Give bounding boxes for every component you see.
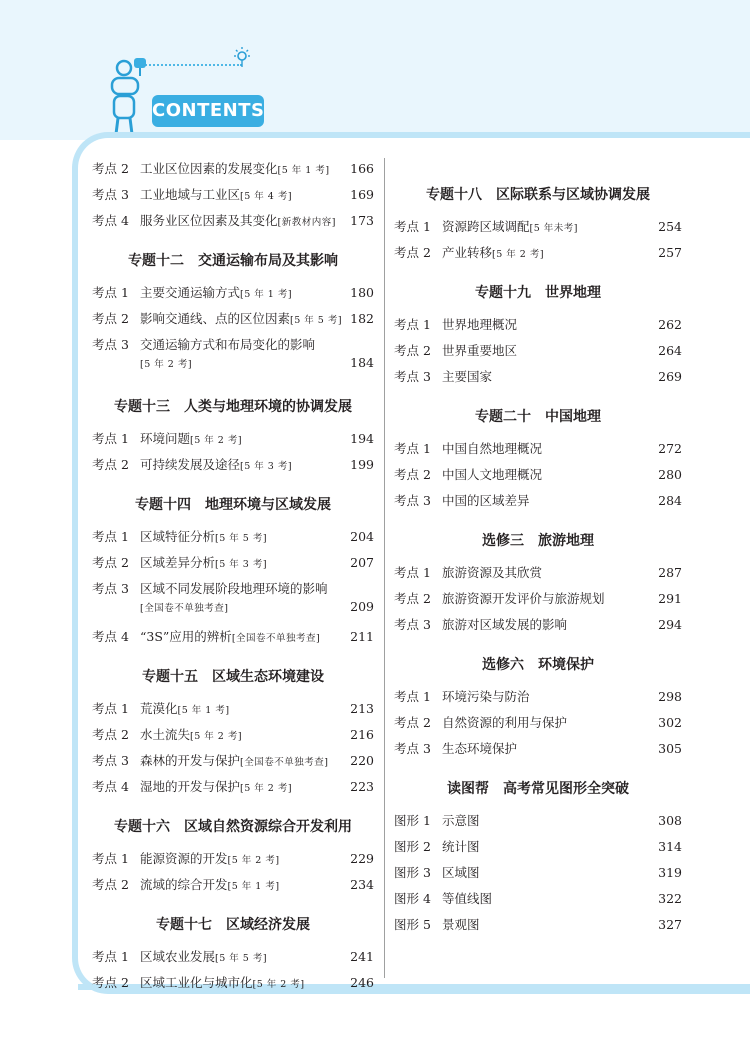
contents-badge: CONTENTS xyxy=(152,95,264,127)
section-heading xyxy=(394,778,682,800)
entry-page-number: 180 xyxy=(350,285,374,300)
toc-entry[interactable] xyxy=(92,284,374,310)
entry-page-number: 216 xyxy=(350,727,374,742)
entry-page-number: 184 xyxy=(350,355,374,370)
entry-title-wrap xyxy=(136,580,346,618)
toc-entry[interactable] xyxy=(92,850,374,876)
entry-title-wrap xyxy=(438,368,654,386)
entry-label: 考点 3 xyxy=(394,741,431,756)
toc-entry[interactable] xyxy=(394,342,682,368)
entry-page-number: 209 xyxy=(350,599,374,614)
entry-label: 考点 2 xyxy=(92,161,129,176)
toc-entry[interactable] xyxy=(92,580,374,628)
toc-entry[interactable] xyxy=(394,864,682,890)
entry-page-number: 211 xyxy=(350,629,374,644)
entry-title-wrap xyxy=(136,850,346,870)
section-number: 专题二十 xyxy=(475,409,531,425)
entry-label: 考点 3 xyxy=(92,581,129,596)
entry-title: 资源跨区域调配 xyxy=(442,219,530,234)
entry-title: 可持续发展及途径 xyxy=(140,457,241,472)
section-heading xyxy=(394,406,682,428)
entry-title-wrap xyxy=(136,778,346,798)
entry-page-number: 298 xyxy=(658,689,682,704)
entry-page-number: 291 xyxy=(658,591,682,606)
entry-label: 考点 1 xyxy=(394,317,431,332)
entry-label: 考点 3 xyxy=(394,493,431,508)
entry-page-number: 264 xyxy=(658,343,682,358)
entry-tag: [全国卷不单独考查] xyxy=(140,603,229,614)
entry-title: 中国人文地理概况 xyxy=(442,467,543,482)
entry-label: 图形 5 xyxy=(394,917,431,932)
entry-title: 流域的综合开发 xyxy=(140,877,228,892)
toc-entry[interactable] xyxy=(92,778,374,804)
entry-page-number: 314 xyxy=(658,839,682,854)
entry-title-wrap xyxy=(136,628,346,648)
entry-label: 考点 3 xyxy=(92,187,129,202)
entry-page-number: 287 xyxy=(658,565,682,580)
entry-page-number: 327 xyxy=(658,917,682,932)
entry-tag: [全国卷不单独考查] xyxy=(240,757,329,768)
entry-title-wrap xyxy=(136,726,346,746)
entry-label: 考点 4 xyxy=(92,213,129,228)
entry-title-wrap xyxy=(136,160,346,180)
toc-entry[interactable] xyxy=(394,440,682,466)
entry-title-wrap xyxy=(438,838,654,856)
entry-title-wrap xyxy=(438,812,654,830)
entry-page-number: 234 xyxy=(350,877,374,892)
entry-title: 水土流失 xyxy=(140,727,191,742)
entry-title: 区域差异分析 xyxy=(140,555,216,570)
entry-page-number: 169 xyxy=(350,187,374,202)
toc-entry[interactable] xyxy=(92,948,374,974)
entry-title: 区域农业发展 xyxy=(140,949,216,964)
section-number: 专题十三 xyxy=(114,399,170,415)
entry-title: 主要交通运输方式 xyxy=(140,285,241,300)
toc-entry[interactable] xyxy=(394,368,682,394)
entry-label: 考点 1 xyxy=(92,431,129,446)
section-number: 专题十五 xyxy=(142,669,198,685)
toc-entry[interactable] xyxy=(92,336,374,384)
section-title: 人类与地理环境的协调发展 xyxy=(184,399,352,415)
section-title: 世界地理 xyxy=(545,285,601,301)
entry-title-wrap xyxy=(136,456,346,476)
toc-entry[interactable] xyxy=(394,244,682,270)
section-number: 专题十九 xyxy=(475,285,531,301)
entry-label: 图形 3 xyxy=(394,865,431,880)
lightbulb-icon xyxy=(232,46,252,68)
entry-label: 图形 1 xyxy=(394,813,431,828)
entry-title: 区域不同发展阶段地理环境的影响 xyxy=(140,581,328,596)
entry-tag: [5 年 3 考] xyxy=(240,461,293,472)
entry-title: 中国自然地理概况 xyxy=(442,441,543,456)
entry-title: 荒漠化 xyxy=(140,701,178,716)
entry-title: 能源资源的开发 xyxy=(140,851,228,866)
toc-entry[interactable] xyxy=(92,554,374,580)
entry-page-number: 199 xyxy=(350,457,374,472)
toc-entry[interactable] xyxy=(394,688,682,714)
toc-entry[interactable] xyxy=(394,492,682,518)
section-title: 地理环境与区域发展 xyxy=(205,497,331,513)
entry-title-wrap xyxy=(438,714,654,732)
entry-label: 考点 2 xyxy=(394,245,431,260)
entry-tag: [5 年 1 考] xyxy=(177,705,230,716)
toc-entry[interactable] xyxy=(394,316,682,342)
entry-title-wrap xyxy=(136,186,346,206)
entry-label: 考点 1 xyxy=(394,219,431,234)
section-title: 区际联系与区域协调发展 xyxy=(496,187,650,203)
entry-label: 考点 2 xyxy=(92,457,129,472)
toc-entry[interactable] xyxy=(92,528,374,554)
entry-tag: [5 年 2 考] xyxy=(227,855,280,866)
section-number: 专题十八 xyxy=(426,187,482,203)
entry-label: 考点 2 xyxy=(394,343,431,358)
entry-title-wrap xyxy=(438,740,654,758)
entry-label: 考点 1 xyxy=(394,565,431,580)
section-title: 旅游地理 xyxy=(538,533,594,549)
entry-tag: [5 年 5 考] xyxy=(290,315,343,326)
toc-entry[interactable] xyxy=(92,212,374,238)
toc-entry[interactable] xyxy=(92,700,374,726)
entry-tag: [5 年 5 考] xyxy=(215,953,268,964)
entry-title: 影响交通线、点的区位因素 xyxy=(140,311,291,326)
entry-tag: [新教材内容] xyxy=(277,217,336,228)
section-heading xyxy=(394,184,682,206)
section-title: 区域自然资源综合开发利用 xyxy=(184,819,352,835)
entry-title-wrap xyxy=(438,616,654,634)
entry-tag: [5 年 2 考] xyxy=(140,359,193,370)
entry-title-wrap xyxy=(136,528,346,548)
section-number: 专题十七 xyxy=(156,917,212,933)
entry-title-wrap xyxy=(438,440,654,458)
entry-title-wrap xyxy=(136,876,346,896)
entry-label: 考点 1 xyxy=(394,441,431,456)
toc-entry[interactable] xyxy=(92,186,374,212)
entry-page-number: 262 xyxy=(658,317,682,332)
entry-title: 服务业区位因素及其变化 xyxy=(140,213,278,228)
entry-tag: [5 年 1 考] xyxy=(227,881,280,892)
section-number: 专题十二 xyxy=(128,253,184,269)
section-title: 环境保护 xyxy=(538,657,594,673)
toc-entry[interactable] xyxy=(394,838,682,864)
entry-title: “3S”应用的辨析 xyxy=(140,629,232,644)
section-number: 选修六 xyxy=(482,657,524,673)
entry-title: 世界地理概况 xyxy=(442,317,518,332)
entry-title-wrap xyxy=(136,430,346,450)
entry-page-number: 280 xyxy=(658,467,682,482)
section-title: 区域生态环境建设 xyxy=(212,669,324,685)
entry-page-number: 223 xyxy=(350,779,374,794)
entry-title-wrap xyxy=(438,590,654,608)
entry-title: 湿地的开发与保护 xyxy=(140,779,241,794)
entry-page-number: 220 xyxy=(350,753,374,768)
entry-label: 考点 3 xyxy=(394,369,431,384)
section-number: 选修三 xyxy=(482,533,524,549)
toc-left-column xyxy=(92,160,374,1000)
entry-title: 景观图 xyxy=(442,917,480,932)
entry-title: 森林的开发与保护 xyxy=(140,753,241,768)
entry-tag: [5 年 1 考] xyxy=(240,289,293,300)
entry-title-wrap xyxy=(438,492,654,510)
toc-right-column xyxy=(394,172,682,942)
entry-title: 自然资源的利用与保护 xyxy=(442,715,568,730)
entry-label: 考点 3 xyxy=(92,337,129,352)
section-number: 专题十六 xyxy=(114,819,170,835)
entry-page-number: 166 xyxy=(350,161,374,176)
entry-tag: [5 年 1 考] xyxy=(277,165,330,176)
entry-label: 考点 1 xyxy=(92,701,129,716)
entry-title: 工业区位因素的发展变化 xyxy=(140,161,278,176)
entry-page-number: 272 xyxy=(658,441,682,456)
toc-entry[interactable] xyxy=(92,628,374,654)
entry-page-number: 302 xyxy=(658,715,682,730)
entry-page-number: 207 xyxy=(350,555,374,570)
section-title: 高考常见图形全突破 xyxy=(503,781,629,797)
entry-page-number: 229 xyxy=(350,851,374,866)
entry-label: 考点 2 xyxy=(394,467,431,482)
toc-entry[interactable] xyxy=(92,974,374,1000)
entry-tag: [5 年 4 考] xyxy=(240,191,293,202)
entry-title: 等值线图 xyxy=(442,891,493,906)
toc-entry[interactable] xyxy=(92,160,374,186)
entry-page-number: 194 xyxy=(350,431,374,446)
entry-title-wrap xyxy=(136,212,346,232)
entry-label: 考点 1 xyxy=(394,689,431,704)
entry-page-number: 305 xyxy=(658,741,682,756)
entry-page-number: 213 xyxy=(350,701,374,716)
entry-label: 考点 4 xyxy=(92,779,129,794)
entry-title-wrap xyxy=(136,310,346,330)
entry-title-wrap xyxy=(136,284,346,304)
toc-entry[interactable] xyxy=(92,310,374,336)
entry-title-wrap xyxy=(438,316,654,334)
entry-label: 考点 2 xyxy=(394,715,431,730)
toc-entry[interactable] xyxy=(394,564,682,590)
entry-page-number: 284 xyxy=(658,493,682,508)
entry-title: 区域工业化与城市化 xyxy=(140,975,253,990)
entry-page-number: 319 xyxy=(658,865,682,880)
section-heading xyxy=(394,654,682,676)
entry-title: 旅游对区域发展的影响 xyxy=(442,617,568,632)
section-heading xyxy=(92,666,374,688)
entry-title-wrap xyxy=(438,342,654,360)
toc-entry[interactable] xyxy=(92,456,374,482)
entry-page-number: 294 xyxy=(658,617,682,632)
entry-label: 考点 1 xyxy=(92,949,129,964)
entry-title: 区域图 xyxy=(442,865,480,880)
section-heading xyxy=(92,816,374,838)
toc-entry[interactable] xyxy=(394,590,682,616)
toc-entry[interactable] xyxy=(92,430,374,456)
dotted-line xyxy=(138,64,242,66)
entry-tag: [5 年 2 考] xyxy=(190,731,243,742)
toc-entry[interactable] xyxy=(92,876,374,902)
entry-title: 统计图 xyxy=(442,839,480,854)
entry-label: 考点 2 xyxy=(92,311,129,326)
entry-title-wrap xyxy=(136,554,346,574)
entry-title: 主要国家 xyxy=(442,369,493,384)
toc-entry[interactable] xyxy=(394,812,682,838)
entry-page-number: 182 xyxy=(350,311,374,326)
entry-title: 交通运输方式和布局变化的影响 xyxy=(140,337,316,352)
entry-label: 考点 4 xyxy=(92,629,129,644)
section-number: 读图帮 xyxy=(447,781,489,797)
entry-title-wrap xyxy=(438,916,654,934)
entry-title: 区域特征分析 xyxy=(140,529,216,544)
entry-label: 图形 4 xyxy=(394,891,431,906)
entry-page-number: 269 xyxy=(658,369,682,384)
entry-title: 中国的区域差异 xyxy=(442,493,530,508)
toc-entry[interactable] xyxy=(394,616,682,642)
entry-tag: [5 年未考] xyxy=(529,223,578,234)
toc-entry[interactable] xyxy=(92,726,374,752)
entry-page-number: 241 xyxy=(350,949,374,964)
entry-title: 生态环境保护 xyxy=(442,741,518,756)
entry-title-wrap xyxy=(438,890,654,908)
entry-title-wrap xyxy=(438,864,654,882)
entry-tag: [5 年 3 考] xyxy=(215,559,268,570)
toc-entry[interactable] xyxy=(394,890,682,916)
entry-title: 示意图 xyxy=(442,813,480,828)
entry-page-number: 322 xyxy=(658,891,682,906)
entry-page-number: 308 xyxy=(658,813,682,828)
entry-label: 考点 2 xyxy=(394,591,431,606)
entry-label: 图形 2 xyxy=(394,839,431,854)
section-heading xyxy=(92,250,374,272)
entry-label: 考点 3 xyxy=(394,617,431,632)
section-title: 区域经济发展 xyxy=(226,917,310,933)
robot-mascot-icon xyxy=(104,52,152,136)
entry-label: 考点 1 xyxy=(92,851,129,866)
entry-title-wrap xyxy=(438,688,654,706)
entry-title: 环境问题 xyxy=(140,431,191,446)
column-divider xyxy=(384,158,385,978)
entry-title: 旅游资源及其欣赏 xyxy=(442,565,543,580)
entry-page-number: 257 xyxy=(658,245,682,260)
section-number: 专题十四 xyxy=(135,497,191,513)
section-heading xyxy=(92,494,374,516)
entry-title-wrap xyxy=(438,218,654,238)
entry-title-wrap xyxy=(136,336,346,374)
toc-entry[interactable] xyxy=(92,752,374,778)
entry-title: 环境污染与防治 xyxy=(442,689,530,704)
section-heading xyxy=(92,914,374,936)
entry-title-wrap xyxy=(438,466,654,484)
entry-title-wrap xyxy=(136,700,346,720)
entry-label: 考点 2 xyxy=(92,975,129,990)
entry-tag: [5 年 2 考] xyxy=(240,783,293,794)
toc-entry[interactable] xyxy=(394,218,682,244)
toc-entry[interactable] xyxy=(394,740,682,766)
section-heading xyxy=(394,530,682,552)
entry-page-number: 173 xyxy=(350,213,374,228)
section-heading xyxy=(92,396,374,418)
entry-page-number: 204 xyxy=(350,529,374,544)
entry-tag: [5 年 2 考] xyxy=(492,249,545,260)
entry-title-wrap xyxy=(136,974,346,994)
entry-title: 世界重要地区 xyxy=(442,343,518,358)
entry-title-wrap xyxy=(136,948,346,968)
toc-entry[interactable] xyxy=(394,466,682,492)
entry-label: 考点 2 xyxy=(92,727,129,742)
entry-title: 工业地域与工业区 xyxy=(140,187,241,202)
entry-label: 考点 1 xyxy=(92,529,129,544)
entry-page-number: 246 xyxy=(350,975,374,990)
entry-label: 考点 3 xyxy=(92,753,129,768)
entry-tag: [全国卷不单独考查] xyxy=(231,633,321,644)
entry-page-number: 254 xyxy=(658,219,682,234)
entry-title-wrap xyxy=(136,752,346,772)
entry-label: 考点 2 xyxy=(92,555,129,570)
toc-entry[interactable] xyxy=(394,714,682,740)
entry-title-wrap xyxy=(438,564,654,582)
entry-title: 产业转移 xyxy=(442,245,493,260)
entry-tag: [5 年 2 考] xyxy=(190,435,243,446)
entry-title: 旅游资源开发评价与旅游规划 xyxy=(442,591,605,606)
entry-tag: [5 年 5 考] xyxy=(215,533,268,544)
section-title: 中国地理 xyxy=(545,409,601,425)
section-heading xyxy=(394,282,682,304)
entry-label: 考点 1 xyxy=(92,285,129,300)
entry-tag: [5 年 2 考] xyxy=(252,979,305,990)
section-title: 交通运输布局及其影响 xyxy=(198,253,338,269)
toc-entry[interactable] xyxy=(394,916,682,942)
entry-label: 考点 2 xyxy=(92,877,129,892)
entry-title-wrap xyxy=(438,244,654,264)
